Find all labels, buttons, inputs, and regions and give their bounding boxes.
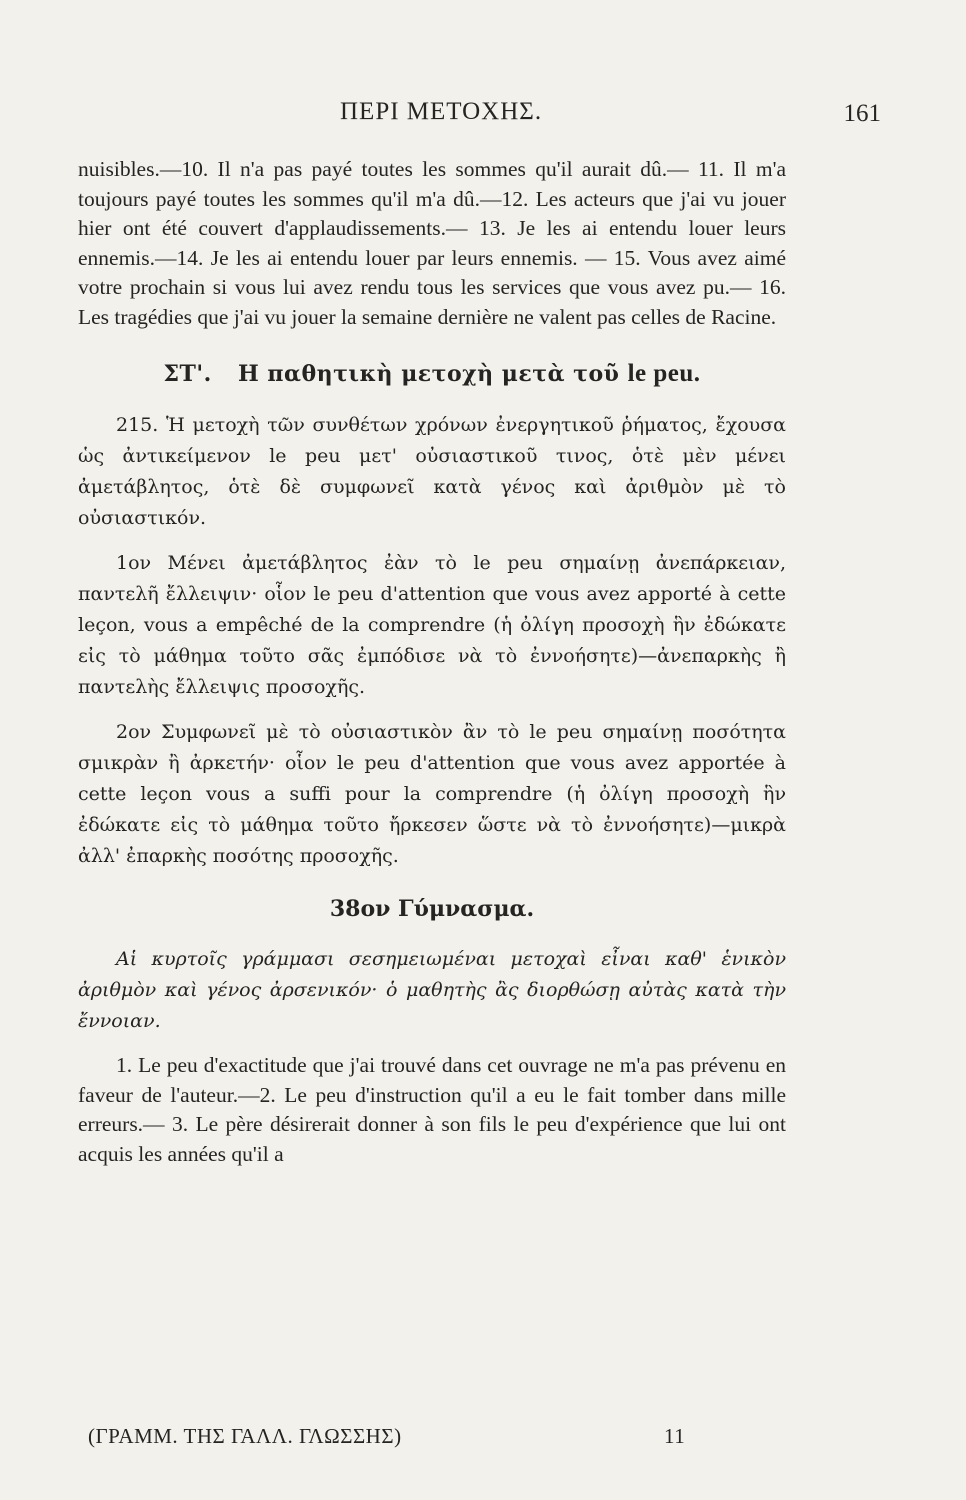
section-heading: [78, 360, 786, 388]
exercise-text: 1. Le peu d'exactitude que j'ai trouvé dans cet ouvrage ne m'a pas prévenu en faveur de l'auteur.—2. Le peu d'instruction qu'il a eu le fait tomber dans mille erreurs.— 3. Le père désirerait donner à son fils le peu d'expérience que lui ont acquis les années qu'il a: [78, 1053, 786, 1166]
section-title-french: le peu.: [627, 360, 701, 387]
exercise-heading: 38ον Γύμνασμα.: [329, 896, 535, 922]
page-number: 161: [843, 100, 881, 127]
page-footer: [78, 1424, 786, 1454]
page-header: [70, 98, 881, 138]
exercise-instruction: Αἱ κυρτοῖς γράμμασι σεσημειωμέναι μετοχαὶ εἶναι καθ' ἑνικὸν ἀριθμὸν καὶ γένος ἀρσενικόν· ὁ μαθητὴς ἂς διορθώσῃ αὐτὰς κατὰ τὴν ἔννοιαν.: [78, 948, 786, 1032]
running-head: ΠΕΡΙ ΜΕΤΟΧΗΣ.: [340, 98, 543, 125]
footer-title: (ΓΡΑΜΜ. ΤΗΣ ΓΑΛΛ. ΓΛΩΣΣΗΣ): [88, 1424, 402, 1448]
rule-second: 2ον Συμφωνεῖ μὲ τὸ οὐσιαστικὸν ἂν τὸ le peu σημαίνῃ ποσότητα σμικρὰν ἢ ἀρκετήν· οἷον le peu d'attention que vous avez apportée à cette leçon vous a suffi pour la comprendre (ἡ ὀλίγη προσοχὴ ἣν ἐδώκατε εἰς τὸ μάθημα τοῦτο ἤρκεσεν ὥστε νὰ τὸ ἐννοήσητε)—μικρὰ ἀλλ' ἐπαρκὴς ποσότης προσοχῆς.: [78, 721, 786, 867]
rule-first: 1ον Μένει ἀμετάβλητος ἐὰν τὸ le peu σημαίνῃ ἀνεπάρκειαν, παντελῆ ἔλλειψιν· οἷον le peu d'attention que vous avez apporté à cette leçon, vous a empêché de la comprendre (ἡ ὀλίγη προσοχὴ ἣν ἐδώκατε εἰς τὸ μάθημα τοῦτο σᾶς ἐμπόδισε νὰ τὸ ἐννοήσητε)—ἀνεπαρκὴς ἢ παντελὴς ἔλλειψις προσοχῆς.: [78, 552, 786, 698]
section-title-greek: Η παθητικὴ μετοχὴ μετὰ τοῦ: [237, 361, 620, 387]
paragraph-215: 215. Ἡ μετοχὴ τῶν συνθέτων χρόνων ἐνεργητικοῦ ῥήματος, ἔχουσα ὡς ἀντικείμενον le peu μετ' οὐσιαστικοῦ τινος, ὁτὲ μὲν μένει ἀμετάβλητος, ὁτὲ δὲ συμφωνεῖ κατὰ γένος καὶ ἀριθμὸν μὲ τὸ οὐσιαστικόν.: [78, 414, 786, 529]
page-body: [78, 155, 786, 1169]
exercise-continuation: nuisibles.—10. Il n'a pas payé toutes les sommes qu'il aurait dû.— 11. Il m'a toujours payé toutes les sommes qu'il m'a dû.—12. Les acteurs que j'ai vu jouer hier ont été couvert d'applaudissements.— 13. Je les ai entendu louer leurs ennemis.—14. Je les ai entendu louer par leurs ennemis. — 15. Vous avez aimé votre prochain si vous lui avez rendu tous les services que vous avez pu.— 16. Les tragédies que j'ai vu jouer la semaine dernière ne valent pas celles de Racine.: [78, 157, 786, 329]
section-number: ΣΤ'.: [163, 361, 212, 387]
signature-mark: 11: [664, 1424, 686, 1448]
